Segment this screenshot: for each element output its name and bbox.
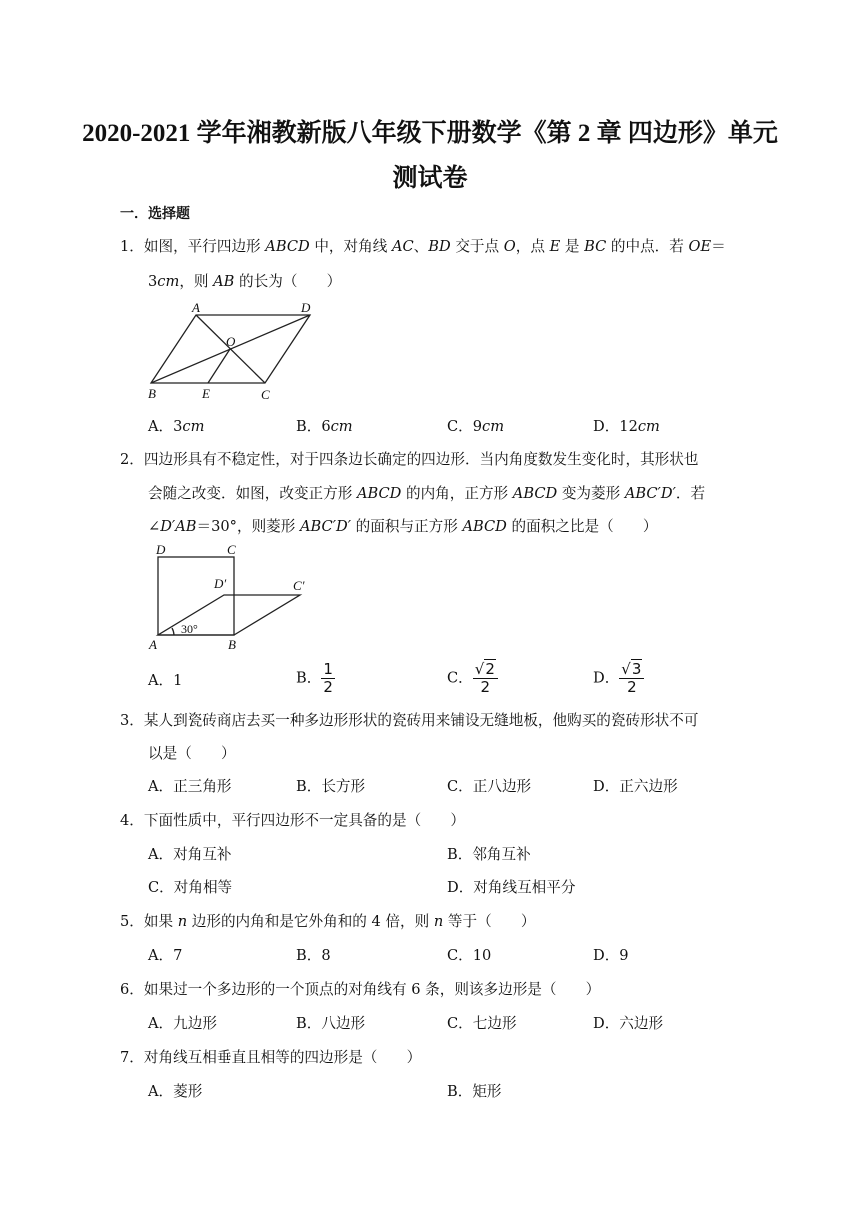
section-heading: 一．选择题 [120, 206, 190, 222]
q3-option-b[interactable]: B．长方形 [296, 778, 366, 795]
q5-option-c[interactable]: C．10 [447, 947, 492, 964]
q5-option-a[interactable]: A．7 [148, 947, 183, 964]
q6-option-a[interactable]: A．九边形 [148, 1015, 217, 1032]
q3-line-1: 3．某人到瓷砖商店去买一种多边形形状的瓷砖用来铺设无缝地板，他购买的瓷砖形状不可 [120, 712, 699, 729]
q6-line-1: 6．如果过一个多边形的一个顶点的对角线有 6 条，则该多边形是（ ） [120, 981, 601, 998]
q2-option-a[interactable]: A．1 [148, 672, 183, 689]
q1-line-1: 1．如图，平行四边形 ABCD 中，对角线 AC、BD 交于点 O，点 E 是 BC 的中点．若 OE＝ [120, 238, 726, 255]
q6-option-c[interactable]: C．七边形 [447, 1015, 517, 1032]
q2-label-c: C [227, 542, 236, 557]
q2-label-b: B [228, 637, 236, 652]
q1-label-d: D [301, 300, 311, 315]
q7-option-a[interactable]: A．菱形 [148, 1083, 203, 1100]
q3-line-2: 以是（ ） [148, 745, 236, 762]
q2-line-2: 会随之改变．如图，改变正方形 ABCD 的内角，正方形 ABCD 变为菱形 ABC′D′．若 [148, 485, 706, 502]
q7-option-b[interactable]: B．矩形 [447, 1083, 502, 1100]
q2-angle-label: 30° [181, 622, 198, 636]
q1-label-e: E [202, 386, 210, 401]
q2-option-c[interactable]: C． $\frac{√2}{2}$ [447, 662, 498, 695]
q6-option-d[interactable]: D．六边形 [593, 1015, 664, 1032]
q1-line-2: 3cm，则 AB 的长为（ ） [148, 273, 342, 290]
q5-option-d[interactable]: D．9 [593, 947, 629, 964]
q2-option-d[interactable]: D． $\frac{√3}{2}$ [593, 662, 644, 695]
q5-option-b[interactable]: B．8 [296, 947, 331, 964]
title-line-1: 2020-2021 学年湘教新版八年级下册数学《第 2 章 四边形》单元 [82, 120, 778, 147]
q2-line-1: 2．四边形具有不稳定性，对于四条边长确定的四边形．当内角度数发生变化时，其形状也 [120, 451, 699, 468]
q1-label-c: C [261, 387, 270, 402]
q2-option-b[interactable]: B． $\frac{1}{2}$ [296, 660, 333, 696]
q6-option-b[interactable]: B．八边形 [296, 1015, 366, 1032]
q1-label-a: A [192, 300, 200, 315]
q4-line-1: 4．下面性质中，平行四边形不一定具备的是（ ） [120, 812, 465, 829]
q1-option-b[interactable]: B．6cm [296, 418, 353, 435]
q4-option-a[interactable]: A．对角互补 [148, 846, 232, 863]
q4-option-b[interactable]: B．邻角互补 [447, 846, 531, 863]
q1-label-b: B [148, 386, 156, 401]
q2-square-rhombus-figure [148, 542, 318, 654]
q3-option-d[interactable]: D．正六边形 [593, 778, 678, 795]
q2-label-c-prime: C′ [293, 578, 305, 593]
q4-option-d[interactable]: D．对角线互相平分 [447, 879, 576, 896]
q3-option-c[interactable]: C．正八边形 [447, 778, 532, 795]
q5-line-1: 5．如果 n 边形的内角和是它外角和的 4 倍，则 n 等于（ ） [120, 913, 536, 930]
q1-option-a[interactable]: A．3cm [148, 418, 205, 435]
q3-option-a[interactable]: A．正三角形 [148, 778, 232, 795]
q7-line-1: 7．对角线互相垂直且相等的四边形是（ ） [120, 1049, 422, 1066]
q2-line-3: ∠D′AB＝30°，则菱形 ABC′D′ 的面积与正方形 ABCD 的面积之比是（ ） [148, 518, 658, 535]
q2-label-d: D [156, 542, 166, 557]
title-line-2: 测试卷 [392, 165, 468, 192]
q1-option-c[interactable]: C．9cm [447, 418, 505, 435]
q2-label-a: A [149, 637, 157, 652]
q2-label-d-prime: D′ [214, 576, 227, 591]
q1-option-d[interactable]: D．12cm [593, 418, 660, 435]
q1-parallelogram-figure [144, 298, 319, 404]
q4-option-c[interactable]: C．对角相等 [148, 879, 233, 896]
q1-label-o: O [226, 334, 236, 349]
